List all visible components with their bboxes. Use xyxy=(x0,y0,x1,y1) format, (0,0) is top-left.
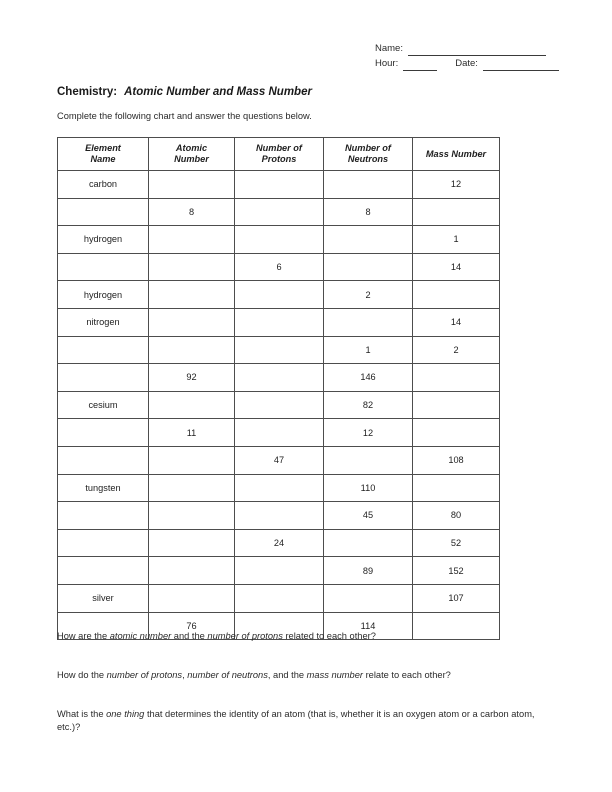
cell-protons: 24 xyxy=(235,529,324,557)
cell-mass-number: 108 xyxy=(413,446,500,474)
cell-element-name[interactable] xyxy=(58,198,149,226)
column-header-element-name: Element Name xyxy=(58,138,149,171)
cell-atomic-number: 8 xyxy=(149,198,235,226)
cell-element-name: hydrogen xyxy=(58,226,149,254)
date-blank-line[interactable] xyxy=(483,61,559,71)
cell-mass-number: 14 xyxy=(413,308,500,336)
table-row xyxy=(58,529,500,557)
questions-section xyxy=(57,630,557,734)
cell-neutrons: 89 xyxy=(324,557,413,585)
cell-element-name[interactable] xyxy=(58,502,149,530)
cell-protons[interactable] xyxy=(235,308,324,336)
table-row xyxy=(58,253,500,281)
cell-neutrons[interactable] xyxy=(324,226,413,254)
cell-mass-number[interactable] xyxy=(413,281,500,309)
cell-neutrons[interactable] xyxy=(324,253,413,281)
cell-mass-number: 107 xyxy=(413,584,500,612)
cell-neutrons: 114 xyxy=(324,612,413,640)
cell-protons[interactable] xyxy=(235,419,324,447)
cell-protons[interactable] xyxy=(235,391,324,419)
table-row xyxy=(58,364,500,392)
title-topic: Atomic Number and Mass Number xyxy=(124,86,312,98)
cell-protons[interactable] xyxy=(235,364,324,392)
cell-element-name[interactable] xyxy=(58,336,149,364)
cell-atomic-number[interactable] xyxy=(149,171,235,199)
cell-protons[interactable] xyxy=(235,557,324,585)
instruction-text: Complete the following chart and answer the questions below. xyxy=(57,111,312,121)
cell-atomic-number[interactable] xyxy=(149,253,235,281)
table-row xyxy=(58,171,500,199)
cell-atomic-number[interactable] xyxy=(149,474,235,502)
cell-protons[interactable] xyxy=(235,502,324,530)
title-subject: Chemistry: xyxy=(57,86,118,98)
cell-mass-number: 1 xyxy=(413,226,500,254)
cell-neutrons: 1 xyxy=(324,336,413,364)
name-blank-line[interactable] xyxy=(408,46,546,56)
table-row xyxy=(58,226,500,254)
question-1: How are the atomic number and the number of protons related to each other? xyxy=(57,631,376,641)
cell-element-name[interactable] xyxy=(58,557,149,585)
cell-atomic-number[interactable] xyxy=(149,226,235,254)
cell-neutrons[interactable] xyxy=(324,171,413,199)
cell-mass-number[interactable] xyxy=(413,391,500,419)
cell-mass-number[interactable] xyxy=(413,198,500,226)
cell-mass-number: 152 xyxy=(413,557,500,585)
cell-atomic-number[interactable] xyxy=(149,391,235,419)
cell-neutrons: 110 xyxy=(324,474,413,502)
student-info-block xyxy=(375,42,559,71)
cell-protons[interactable] xyxy=(235,198,324,226)
hour-blank-line[interactable] xyxy=(403,61,437,71)
cell-mass-number[interactable] xyxy=(413,419,500,447)
cell-neutrons: 45 xyxy=(324,502,413,530)
cell-element-name[interactable] xyxy=(58,419,149,447)
date-label: Date: xyxy=(455,58,478,69)
table-row xyxy=(58,336,500,364)
cell-element-name: cesium xyxy=(58,391,149,419)
cell-atomic-number[interactable] xyxy=(149,557,235,585)
hour-label: Hour: xyxy=(375,58,399,69)
cell-atomic-number[interactable] xyxy=(149,281,235,309)
cell-atomic-number[interactable] xyxy=(149,529,235,557)
cell-atomic-number[interactable] xyxy=(149,308,235,336)
cell-element-name: carbon xyxy=(58,171,149,199)
cell-protons: 47 xyxy=(235,446,324,474)
cell-neutrons[interactable] xyxy=(324,446,413,474)
cell-atomic-number[interactable] xyxy=(149,446,235,474)
name-row xyxy=(375,42,559,56)
question-3: What is the one thing that determines the identity of an atom (that is, whether it is an oxygen atom or a carbon atom, etc.)? xyxy=(57,709,535,732)
cell-mass-number[interactable] xyxy=(413,474,500,502)
cell-mass-number: 12 xyxy=(413,171,500,199)
cell-protons[interactable] xyxy=(235,336,324,364)
table-row xyxy=(58,391,500,419)
cell-neutrons: 12 xyxy=(324,419,413,447)
cell-mass-number[interactable] xyxy=(413,364,500,392)
cell-neutrons[interactable] xyxy=(324,529,413,557)
table-row xyxy=(58,419,500,447)
table-row xyxy=(58,502,500,530)
table-row xyxy=(58,474,500,502)
cell-element-name: hydrogen xyxy=(58,281,149,309)
table-row xyxy=(58,584,500,612)
page-title xyxy=(57,86,312,98)
question-2: How do the number of protons, number of neutrons, and the mass number relate to each other? xyxy=(57,670,451,680)
table-body xyxy=(58,171,500,640)
column-header-mass-number: Mass Number xyxy=(413,138,500,171)
cell-atomic-number: 76 xyxy=(149,612,235,640)
cell-protons[interactable] xyxy=(235,281,324,309)
column-header-atomic-number: Atomic Number xyxy=(149,138,235,171)
cell-atomic-number[interactable] xyxy=(149,502,235,530)
table-row xyxy=(58,281,500,309)
cell-element-name: tungsten xyxy=(58,474,149,502)
cell-neutrons: 146 xyxy=(324,364,413,392)
hour-date-row xyxy=(375,57,559,71)
name-label: Name: xyxy=(375,43,403,54)
cell-mass-number: 14 xyxy=(413,253,500,281)
cell-element-name: nitrogen xyxy=(58,308,149,336)
cell-element-name[interactable] xyxy=(58,529,149,557)
cell-mass-number: 2 xyxy=(413,336,500,364)
column-header-neutrons: Number of Neutrons xyxy=(324,138,413,171)
table-row xyxy=(58,308,500,336)
table-row xyxy=(58,446,500,474)
cell-atomic-number[interactable] xyxy=(149,336,235,364)
cell-mass-number: 52 xyxy=(413,529,500,557)
cell-neutrons: 8 xyxy=(324,198,413,226)
cell-protons[interactable] xyxy=(235,474,324,502)
cell-neutrons: 82 xyxy=(324,391,413,419)
cell-mass-number: 80 xyxy=(413,502,500,530)
cell-atomic-number: 11 xyxy=(149,419,235,447)
cell-protons[interactable] xyxy=(235,584,324,612)
cell-element-name[interactable] xyxy=(58,364,149,392)
cell-protons[interactable] xyxy=(235,226,324,254)
atomic-structure-table xyxy=(57,137,500,640)
cell-neutrons[interactable] xyxy=(324,584,413,612)
cell-atomic-number[interactable] xyxy=(149,584,235,612)
column-header-protons: Number of Protons xyxy=(235,138,324,171)
cell-element-name: silver xyxy=(58,584,149,612)
cell-neutrons[interactable] xyxy=(324,308,413,336)
cell-protons[interactable] xyxy=(235,171,324,199)
cell-neutrons: 2 xyxy=(324,281,413,309)
cell-element-name[interactable] xyxy=(58,446,149,474)
table-header-row xyxy=(58,138,500,171)
cell-protons: 6 xyxy=(235,253,324,281)
table-row xyxy=(58,198,500,226)
cell-atomic-number: 92 xyxy=(149,364,235,392)
table-row xyxy=(58,557,500,585)
cell-element-name[interactable] xyxy=(58,253,149,281)
